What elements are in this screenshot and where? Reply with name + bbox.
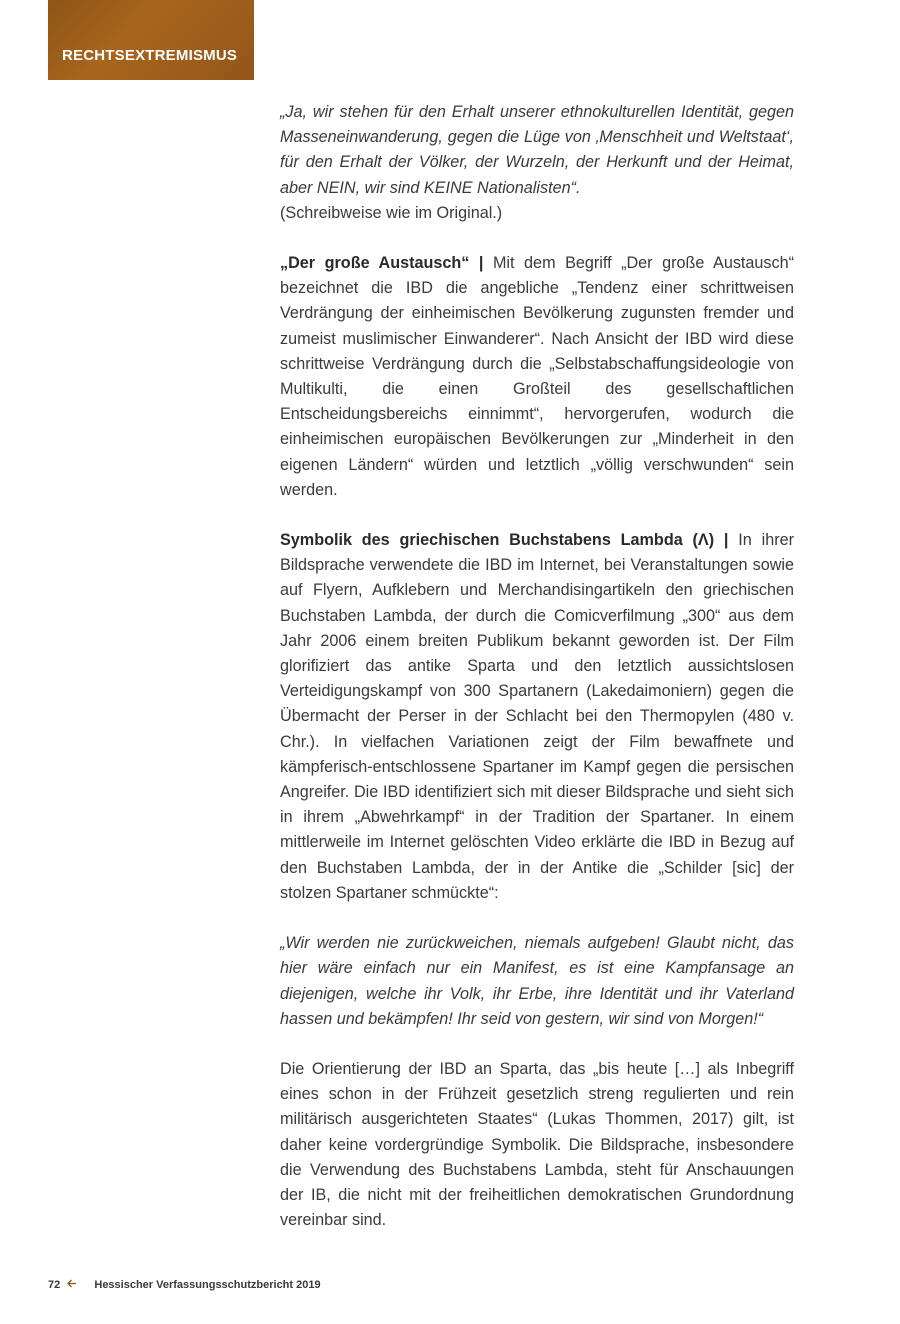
main-text [280,100,794,1233]
spelling-note: (Schreibweise wie im Original.) [280,203,503,222]
page-footer [48,1279,321,1291]
paragraph-sparta: Die Orientierung der IBD an Sparta, das „bis heute […] als Inbegriff eines schon in der Frühzeit gesetzlich streng regulierten und rein militärisch ausgerichteten Staates“ (Lukas Thommen, 2017) gilt, ist daher keine vordergründige Symbolik. Die Bildsprache, insbesondere die Verwendung des Buchstabens Lambda, steht für Anschauungen der IB, die nicht mit der freiheitlichen demokratischen Grundordnung vereinbar sind. [280,1059,794,1230]
page-number: 72 [48,1279,61,1291]
quote-nationalisten: „Ja, wir stehen für den Erhalt unserer ethnokulturellen Identität, gegen Masseneinwanderung, gegen die Lüge von ‚Menschheit und Weltstaat‘, für den Erhalt der Völker, der Wurzeln, der Herkunft und der Heimat, aber NEIN, wir sind KEINE Nationalisten“. [280,103,794,197]
arrow-left-icon [67,1279,77,1291]
paragraph-heading: „Der große Austausch“ | [280,254,484,273]
section-header-tab [48,0,254,80]
paragraph-body: In ihrer Bildsprache verwendete die IBD im Internet, bei Veranstaltungen sowie auf Flyern, Aufklebern und Merchandisingartikeln den griechischen Buchstaben Lambda, der durch die Comicverfilmung „300“ aus dem Jahr 2006 einem breiten Publikum bekannt geworden ist. Der Film glorifiziert das antike Sparta und den letztlich aussichtslosen Verteidigungskampf von 300 Spartanern (Lakedaimoniern) gegen die Übermacht der Perser in der Schlacht bei den Thermopylen (480 v. Chr.). In vielfachen Variationen zeigt der Film bewaffnete und kämpferisch-entschlossene Spartaner im Kampf gegen die persischen Angreifer. Die IBD identifiziert sich mit dieser Bildsprache und sieht sich in ihrem „Abwehrkampf“ in der Tradition der Spartaner. In einem mittlerweile im Internet gelöschten Video erklärte die IBD in Bezug auf den Buchstaben Lambda, der in der Antike die „Schilder [sic] der stolzen Spartaner schmückte“: [280,531,794,902]
quote-manifest: „Wir werden nie zurückweichen, niemals aufgeben! Glaubt nicht, das hier wäre einfach nur ein Manifest, es ist eine Kampfansage an diejenigen, welche ihr Volk, ihr Erbe, ihre Identität und ihr Vaterland hassen und bekämpfen! Ihr seid von gestern, wir sind von Morgen!“ [280,934,794,1028]
paragraph-grosser-austausch [280,251,794,503]
paragraph-heading: Symbolik des griechischen Buchstabens Lambda (Λ) | [280,531,729,550]
publication-title: Hessischer Verfassungsschutzbericht 2019 [94,1279,321,1291]
paragraph-lambda [280,528,794,906]
section-label: RECHTSEXTREMISMUS [62,47,238,64]
paragraph-body: Mit dem Begriff „Der große Austausch“ bezeichnet die IBD die angebliche „Tendenz einer schrittweisen Verdrängung der einheimischen Bevölkerung zugunsten fremder und zumeist muslimischer Einwanderer“. Nach Ansicht der IBD wird diese schrittweise Verdrängung durch die „Selbstabschaffungsideologie von Multikulti, die einen Großteil des gesellschaftlichen Entscheidungsbereichs einnimmt“, hervorgerufen, wodurch die einheimischen europäischen Bevölkerungen zur „Minderheit in den eigenen Ländern“ würden und letztlich „völlig verschwunden“ sein werden. [280,254,794,499]
